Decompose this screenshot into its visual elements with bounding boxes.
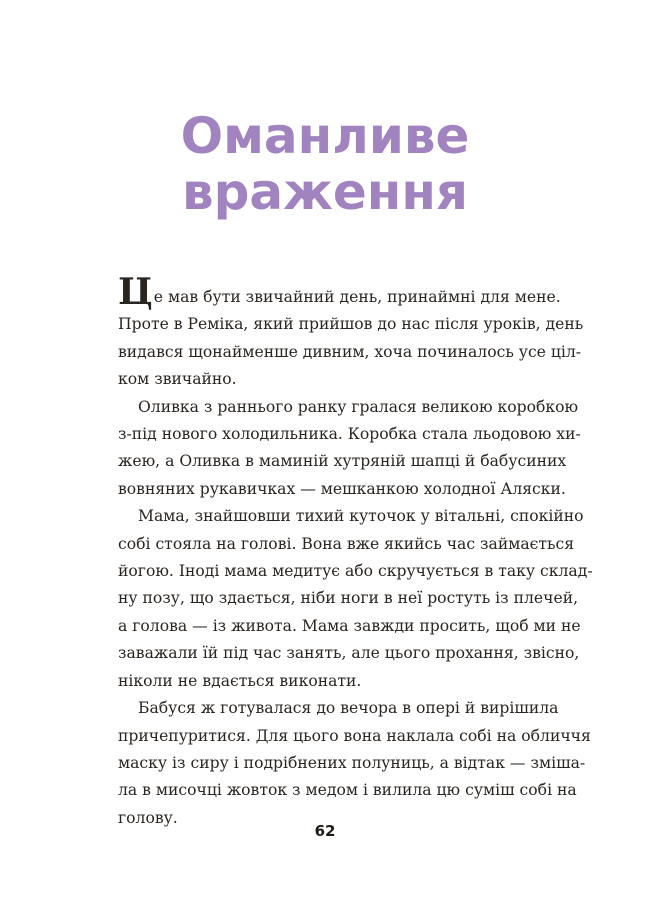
paragraph-1-line-4: ком звичайно. (118, 370, 237, 389)
chapter-title-line-2: враження (181, 163, 469, 221)
paragraph-3-line-4: ну позу, що здається, ніби ноги в неї ростуть із плечей, (118, 589, 579, 608)
paragraph-3-line-6: заважали їй під час занять, але цього прохання, звісно, (118, 644, 580, 663)
chapter-title (0, 108, 650, 220)
paragraph-2-line-4: вовняних рукавичках — мешканкою холодної Аляски. (118, 479, 566, 498)
drop-cap: Ц (118, 271, 153, 313)
paragraph-4-line-5: голову. (118, 808, 178, 827)
chapter-body (118, 271, 593, 832)
paragraph-2-line-2: з-під нового холодильника. Коробка стала льодовою хи- (118, 425, 581, 444)
paragraph-3-line-2: собі стояла на голові. Вона вже якийсь час займається (118, 534, 575, 553)
paragraph-1-line-2: Проте в Реміка, який прийшов до нас після уроків, день (118, 315, 584, 334)
paragraph-3-line-3: йогою. Іноді мама медитує або скручується в таку склад- (118, 562, 593, 581)
paragraph-2-line-3: жею, а Оливка в маминій хутряній шапці й бабусиних (118, 452, 567, 471)
paragraph-4-line-4: ла в мисочці жовток з медом і вилила цю суміш собі на (118, 781, 577, 800)
paragraph-1-line-3: видався щонайменше дивним, хоча починалось усе цiл- (118, 342, 582, 361)
page-number: 62 (314, 822, 336, 840)
paragraph-3-line-5: а голова — із живота. Мама завжди просить, щоб ми не (118, 616, 581, 635)
chapter-title-line-1: Оманливе (180, 107, 470, 165)
paragraph-3-line-7: ніколи не вдається виконати. (118, 671, 362, 690)
paragraph-4-line-2: причепуритися. Для цього вона наклала собі на обличчя (118, 726, 591, 745)
paragraph-4-line-3: маску із сиру і подрібнених полуниць, а відтак — зміша- (118, 753, 586, 772)
paragraph-4-line-1: Бабуся ж готувалася до вечора в опері й вирішила (138, 699, 559, 718)
paragraph-1-line-1: Це мав бути звичайний день, принаймні для мене. (118, 271, 561, 313)
paragraph-2-line-1: Оливка з раннього ранку гралася великою коробкою (138, 397, 579, 416)
paragraph-3-line-1: Мама, знайшовши тихий куточок у вітальні, спокійно (138, 507, 584, 526)
